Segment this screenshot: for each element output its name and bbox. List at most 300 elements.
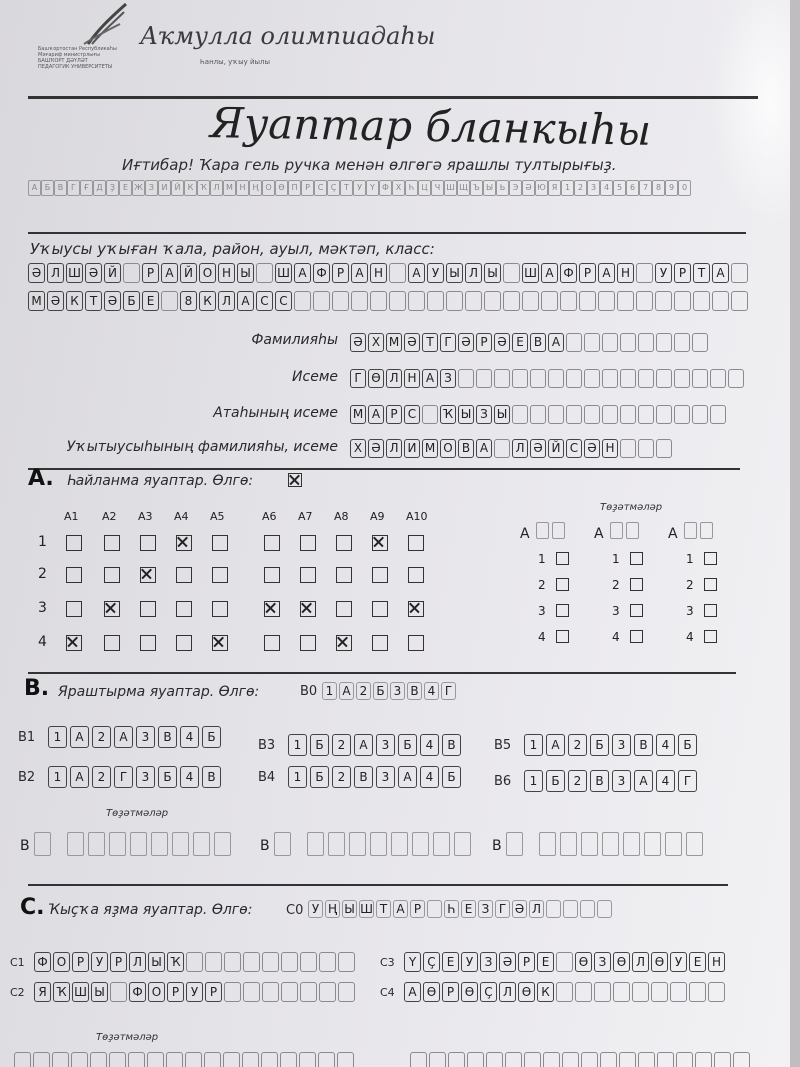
correction-cell[interactable] xyxy=(223,1052,240,1067)
letter-cell[interactable] xyxy=(566,333,582,352)
letter-cell[interactable] xyxy=(389,291,406,311)
letter-cell[interactable] xyxy=(566,405,582,424)
letter-cell[interactable]: 3 xyxy=(612,734,631,756)
letter-cell[interactable]: Ә xyxy=(47,291,64,311)
letter-cell[interactable] xyxy=(620,333,636,352)
letter-cell[interactable] xyxy=(370,291,387,311)
letter-cell[interactable] xyxy=(638,439,654,458)
correction-cell[interactable] xyxy=(581,832,598,856)
letter-cell[interactable] xyxy=(656,369,672,388)
letter-cell[interactable]: Ф xyxy=(560,263,577,283)
correction-cell[interactable] xyxy=(52,1052,69,1067)
letter-cell[interactable] xyxy=(546,900,561,918)
letter-cell[interactable] xyxy=(300,952,317,972)
correction-checkbox[interactable] xyxy=(704,552,717,565)
correction-cell[interactable] xyxy=(695,1052,712,1067)
letter-cell[interactable]: А xyxy=(368,405,384,424)
surname-field[interactable] xyxy=(350,333,710,352)
letter-cell[interactable]: Й xyxy=(548,439,564,458)
correction-cell[interactable] xyxy=(467,1052,484,1067)
letter-cell[interactable]: Ш xyxy=(522,263,539,283)
correction-cell[interactable] xyxy=(543,1052,560,1067)
letter-cell[interactable]: А xyxy=(404,982,421,1002)
letter-cell[interactable] xyxy=(602,405,618,424)
letter-cell[interactable]: Ш xyxy=(72,982,89,1002)
letter-cell[interactable] xyxy=(503,291,520,311)
letter-cell[interactable]: Л xyxy=(386,369,402,388)
letter-cell[interactable]: Һ xyxy=(444,900,459,918)
section-c-corrections-row[interactable] xyxy=(14,1052,356,1067)
letter-cell[interactable]: Р xyxy=(442,982,459,1002)
letter-cell[interactable]: В xyxy=(458,439,474,458)
correction-cell[interactable] xyxy=(214,832,231,856)
correction-cell[interactable] xyxy=(506,832,523,856)
correction-checkbox[interactable] xyxy=(556,578,569,591)
answer-checkbox[interactable] xyxy=(66,567,82,583)
letter-cell[interactable] xyxy=(656,405,672,424)
letter-cell[interactable] xyxy=(656,439,672,458)
b-answer-cells[interactable] xyxy=(48,726,224,748)
letter-cell[interactable] xyxy=(651,982,668,1002)
letter-cell[interactable]: Л xyxy=(465,263,482,283)
letter-cell[interactable]: 3 xyxy=(390,682,405,700)
letter-cell[interactable]: Б xyxy=(398,734,417,756)
correction-cell[interactable] xyxy=(429,1052,446,1067)
letter-cell[interactable] xyxy=(710,405,726,424)
correction-cell[interactable] xyxy=(676,1052,693,1067)
correction-cell[interactable] xyxy=(130,832,147,856)
letter-cell[interactable] xyxy=(161,291,178,311)
letter-cell[interactable]: С xyxy=(404,405,420,424)
letter-cell[interactable]: Т xyxy=(85,291,102,311)
letter-cell[interactable]: У xyxy=(186,982,203,1002)
answer-checkbox[interactable] xyxy=(408,535,424,551)
correction-cell[interactable] xyxy=(619,1052,636,1067)
letter-cell[interactable] xyxy=(580,900,595,918)
letter-cell[interactable]: Н xyxy=(602,439,618,458)
letter-cell[interactable] xyxy=(224,982,241,1002)
school-line-1[interactable] xyxy=(28,263,750,283)
letter-cell[interactable]: А xyxy=(548,333,564,352)
correction-cell[interactable] xyxy=(448,1052,465,1067)
letter-cell[interactable]: Ө xyxy=(518,982,535,1002)
letter-cell[interactable] xyxy=(692,405,708,424)
letter-cell[interactable] xyxy=(530,369,546,388)
letter-cell[interactable] xyxy=(620,439,636,458)
correction-cell[interactable] xyxy=(610,522,623,539)
letter-cell[interactable]: Н xyxy=(708,952,725,972)
answer-checkbox[interactable] xyxy=(336,535,352,551)
letter-cell[interactable]: Н xyxy=(404,369,420,388)
letter-cell[interactable] xyxy=(731,291,748,311)
correction-cell[interactable] xyxy=(623,832,640,856)
letter-cell[interactable] xyxy=(674,369,690,388)
letter-cell[interactable] xyxy=(503,263,520,283)
letter-cell[interactable] xyxy=(243,952,260,972)
letter-cell[interactable]: Ә xyxy=(28,263,45,283)
answer-checkbox[interactable] xyxy=(140,635,156,651)
correction-cell[interactable] xyxy=(299,1052,316,1067)
correction-cell[interactable] xyxy=(412,832,429,856)
letter-cell[interactable]: Р xyxy=(476,333,492,352)
letter-cell[interactable] xyxy=(512,405,528,424)
letter-cell[interactable] xyxy=(427,900,442,918)
letter-cell[interactable]: У xyxy=(308,900,323,918)
letter-cell[interactable]: 4 xyxy=(656,734,675,756)
letter-cell[interactable]: Ш xyxy=(275,263,292,283)
letter-cell[interactable]: 1 xyxy=(288,766,307,788)
letter-cell[interactable] xyxy=(338,952,355,972)
answer-checkbox[interactable] xyxy=(408,567,424,583)
letter-cell[interactable]: 2 xyxy=(332,766,351,788)
letter-cell[interactable]: Ф xyxy=(129,982,146,1002)
letter-cell[interactable]: Ү xyxy=(404,952,421,972)
answer-checkbox[interactable] xyxy=(372,601,388,617)
letter-cell[interactable]: Г xyxy=(678,770,697,792)
letter-cell[interactable] xyxy=(674,405,690,424)
letter-cell[interactable] xyxy=(446,291,463,311)
letter-cell[interactable]: Ә xyxy=(458,333,474,352)
correction-cell[interactable] xyxy=(274,832,291,856)
letter-cell[interactable] xyxy=(556,952,573,972)
correction-checkbox[interactable] xyxy=(704,604,717,617)
letter-cell[interactable]: Ҫ xyxy=(423,952,440,972)
letter-cell[interactable]: Г xyxy=(350,369,366,388)
letter-cell[interactable]: О xyxy=(199,263,216,283)
answer-checkbox[interactable] xyxy=(104,535,120,551)
letter-cell[interactable] xyxy=(186,952,203,972)
letter-cell[interactable] xyxy=(332,291,349,311)
letter-cell[interactable]: 4 xyxy=(656,770,675,792)
answer-checkbox[interactable] xyxy=(264,567,280,583)
letter-cell[interactable] xyxy=(692,369,708,388)
letter-cell[interactable] xyxy=(548,405,564,424)
letter-cell[interactable]: М xyxy=(386,333,402,352)
correction-cell[interactable] xyxy=(88,832,105,856)
correction-cell[interactable] xyxy=(261,1052,278,1067)
correction-cell[interactable] xyxy=(370,832,387,856)
letter-cell[interactable]: Р xyxy=(332,263,349,283)
correction-cell[interactable] xyxy=(147,1052,164,1067)
letter-cell[interactable] xyxy=(123,263,140,283)
firstname-field[interactable] xyxy=(350,369,746,388)
letter-cell[interactable]: Р xyxy=(205,982,222,1002)
letter-cell[interactable]: Т xyxy=(376,900,391,918)
letter-cell[interactable]: Ы xyxy=(494,405,510,424)
letter-cell[interactable]: Л xyxy=(129,952,146,972)
correction-cell[interactable] xyxy=(151,832,168,856)
correction-cell[interactable] xyxy=(67,832,84,856)
letter-cell[interactable]: Б xyxy=(310,766,329,788)
letter-cell[interactable] xyxy=(556,982,573,1002)
letter-cell[interactable]: З xyxy=(480,952,497,972)
letter-cell[interactable] xyxy=(728,369,744,388)
b-answer-cells[interactable] xyxy=(288,766,464,788)
b-answer-cells[interactable] xyxy=(288,734,464,756)
letter-cell[interactable]: Л xyxy=(47,263,64,283)
correction-checkbox[interactable] xyxy=(704,630,717,643)
correction-cell[interactable] xyxy=(486,1052,503,1067)
letter-cell[interactable]: Р xyxy=(167,982,184,1002)
letter-cell[interactable]: А xyxy=(161,263,178,283)
letter-cell[interactable]: 4 xyxy=(420,734,439,756)
letter-cell[interactable]: Р xyxy=(579,263,596,283)
answer-checkbox[interactable] xyxy=(372,567,388,583)
correction-cell[interactable] xyxy=(665,832,682,856)
answer-checkbox[interactable] xyxy=(140,601,156,617)
letter-cell[interactable]: С xyxy=(566,439,582,458)
letter-cell[interactable] xyxy=(494,369,510,388)
letter-cell[interactable]: Ә xyxy=(584,439,600,458)
letter-cell[interactable]: А xyxy=(408,263,425,283)
letter-cell[interactable]: Е xyxy=(537,952,554,972)
letter-cell[interactable]: Л xyxy=(632,952,649,972)
answer-checkbox-checked[interactable] xyxy=(372,535,388,551)
correction-cell[interactable] xyxy=(700,522,713,539)
letter-cell[interactable] xyxy=(620,369,636,388)
letter-cell[interactable] xyxy=(638,333,654,352)
letter-cell[interactable]: Ө xyxy=(651,952,668,972)
letter-cell[interactable] xyxy=(692,333,708,352)
answer-checkbox-checked[interactable] xyxy=(408,601,424,617)
letter-cell[interactable]: З xyxy=(478,900,493,918)
correction-cell[interactable] xyxy=(185,1052,202,1067)
correction-checkbox[interactable] xyxy=(630,552,643,565)
letter-cell[interactable] xyxy=(584,369,600,388)
letter-cell[interactable] xyxy=(731,263,748,283)
letter-cell[interactable]: 4 xyxy=(180,766,199,788)
answer-checkbox[interactable] xyxy=(300,535,316,551)
letter-cell[interactable]: Ф xyxy=(313,263,330,283)
answer-checkbox-checked[interactable] xyxy=(140,567,156,583)
letter-cell[interactable]: В xyxy=(158,726,177,748)
correction-cell[interactable] xyxy=(280,1052,297,1067)
letter-cell[interactable]: Я xyxy=(34,982,51,1002)
letter-cell[interactable]: Ә xyxy=(104,291,121,311)
letter-cell[interactable]: Л xyxy=(218,291,235,311)
letter-cell[interactable]: Ө xyxy=(575,952,592,972)
letter-cell[interactable] xyxy=(689,982,706,1002)
correction-cell[interactable] xyxy=(14,1052,31,1067)
letter-cell[interactable] xyxy=(602,333,618,352)
correction-cell[interactable] xyxy=(34,832,51,856)
letter-cell[interactable]: Б xyxy=(123,291,140,311)
c-answer-cells[interactable] xyxy=(34,952,357,972)
letter-cell[interactable] xyxy=(408,291,425,311)
correction-checkbox[interactable] xyxy=(630,578,643,591)
letter-cell[interactable]: 1 xyxy=(524,734,543,756)
letter-cell[interactable]: Ә xyxy=(368,439,384,458)
correction-cell[interactable] xyxy=(109,1052,126,1067)
letter-cell[interactable]: Т xyxy=(422,333,438,352)
letter-cell[interactable] xyxy=(613,982,630,1002)
answer-checkbox[interactable] xyxy=(264,635,280,651)
letter-cell[interactable] xyxy=(575,982,592,1002)
answer-checkbox[interactable] xyxy=(336,601,352,617)
letter-cell[interactable]: А xyxy=(398,766,417,788)
letter-cell[interactable]: 2 xyxy=(356,682,371,700)
letter-cell[interactable] xyxy=(262,952,279,972)
letter-cell[interactable]: М xyxy=(350,405,366,424)
letter-cell[interactable]: У xyxy=(91,952,108,972)
letter-cell[interactable] xyxy=(243,982,260,1002)
correction-cell[interactable] xyxy=(562,1052,579,1067)
answer-checkbox[interactable] xyxy=(372,635,388,651)
letter-cell[interactable]: 3 xyxy=(136,766,155,788)
letter-cell[interactable]: Е xyxy=(512,333,528,352)
correction-cell[interactable] xyxy=(686,832,703,856)
letter-cell[interactable] xyxy=(530,405,546,424)
letter-cell[interactable] xyxy=(560,291,577,311)
letter-cell[interactable]: Ы xyxy=(148,952,165,972)
correction-cell[interactable] xyxy=(536,522,549,539)
letter-cell[interactable]: С xyxy=(256,291,273,311)
letter-cell[interactable]: Б xyxy=(546,770,565,792)
letter-cell[interactable]: У xyxy=(670,952,687,972)
letter-cell[interactable]: К xyxy=(537,982,554,1002)
letter-cell[interactable]: З xyxy=(440,369,456,388)
letter-cell[interactable] xyxy=(351,291,368,311)
letter-cell[interactable]: Ң xyxy=(325,900,340,918)
letter-cell[interactable] xyxy=(638,369,654,388)
letter-cell[interactable]: Ы xyxy=(237,263,254,283)
b-answer-cells[interactable] xyxy=(48,766,224,788)
letter-cell[interactable]: А xyxy=(393,900,408,918)
b-answer-cells[interactable] xyxy=(524,770,700,792)
letter-cell[interactable]: Е xyxy=(142,291,159,311)
letter-cell[interactable]: Ә xyxy=(512,900,527,918)
letter-cell[interactable]: Ш xyxy=(360,902,373,916)
letter-cell[interactable]: Х xyxy=(350,439,366,458)
correction-cell[interactable] xyxy=(684,522,697,539)
letter-cell[interactable]: О xyxy=(440,439,456,458)
letter-cell[interactable] xyxy=(636,291,653,311)
answer-checkbox-checked[interactable] xyxy=(336,635,352,651)
letter-cell[interactable]: Р xyxy=(674,263,691,283)
letter-cell[interactable] xyxy=(632,982,649,1002)
letter-cell[interactable]: К xyxy=(66,291,83,311)
letter-cell[interactable]: Ы xyxy=(458,405,474,424)
letter-cell[interactable]: А xyxy=(541,263,558,283)
correction-cell[interactable] xyxy=(318,1052,335,1067)
letter-cell[interactable]: Н xyxy=(370,263,387,283)
letter-cell[interactable]: Б xyxy=(373,682,388,700)
letter-cell[interactable]: Б xyxy=(590,734,609,756)
letter-cell[interactable] xyxy=(566,369,582,388)
b-answer-cells[interactable] xyxy=(524,734,700,756)
letter-cell[interactable] xyxy=(670,982,687,1002)
letter-cell[interactable]: В xyxy=(530,333,546,352)
letter-cell[interactable]: А xyxy=(712,263,729,283)
letter-cell[interactable]: Н xyxy=(218,263,235,283)
letter-cell[interactable]: А xyxy=(598,263,615,283)
letter-cell[interactable] xyxy=(476,369,492,388)
letter-cell[interactable]: А xyxy=(339,682,354,700)
letter-cell[interactable] xyxy=(655,291,672,311)
correction-cell[interactable] xyxy=(193,832,210,856)
letter-cell[interactable] xyxy=(597,900,612,918)
letter-cell[interactable]: Ә xyxy=(404,333,420,352)
letter-cell[interactable]: Ы xyxy=(484,263,501,283)
letter-cell[interactable]: 3 xyxy=(612,770,631,792)
letter-cell[interactable] xyxy=(281,982,298,1002)
c-answer-cells[interactable] xyxy=(34,982,357,1002)
answer-checkbox[interactable] xyxy=(176,567,192,583)
answer-checkbox[interactable] xyxy=(212,535,228,551)
correction-cell[interactable] xyxy=(733,1052,750,1067)
answer-checkbox-checked[interactable] xyxy=(66,635,82,651)
correction-cell[interactable] xyxy=(626,522,639,539)
correction-cell[interactable] xyxy=(90,1052,107,1067)
letter-cell[interactable]: Ы xyxy=(446,263,463,283)
letter-cell[interactable] xyxy=(319,952,336,972)
letter-cell[interactable]: 2 xyxy=(568,770,587,792)
answer-checkbox[interactable] xyxy=(408,635,424,651)
letter-cell[interactable]: Ы xyxy=(342,900,357,918)
correction-cell[interactable] xyxy=(602,832,619,856)
letter-cell[interactable] xyxy=(598,291,615,311)
letter-cell[interactable] xyxy=(710,369,726,388)
correction-cell[interactable] xyxy=(204,1052,221,1067)
letter-cell[interactable] xyxy=(594,982,611,1002)
letter-cell[interactable]: Л xyxy=(529,900,544,918)
answer-checkbox[interactable] xyxy=(176,601,192,617)
letter-cell[interactable]: Б xyxy=(310,734,329,756)
answer-checkbox[interactable] xyxy=(300,567,316,583)
letter-cell[interactable]: М xyxy=(422,439,438,458)
letter-cell[interactable]: А xyxy=(70,726,89,748)
letter-cell[interactable]: Й xyxy=(180,263,197,283)
letter-cell[interactable]: Й xyxy=(104,263,121,283)
correction-cell[interactable] xyxy=(644,832,661,856)
letter-cell[interactable]: Е xyxy=(461,900,476,918)
correction-checkbox[interactable] xyxy=(704,578,717,591)
letter-cell[interactable]: 3 xyxy=(376,734,395,756)
correction-cell[interactable] xyxy=(600,1052,617,1067)
c-answer-cells[interactable] xyxy=(404,952,727,972)
section-c-corrections-row[interactable] xyxy=(410,1052,752,1067)
correction-cell[interactable] xyxy=(454,832,471,856)
letter-cell[interactable]: Ө xyxy=(461,982,478,1002)
letter-cell[interactable]: Ө xyxy=(368,369,384,388)
letter-cell[interactable] xyxy=(422,405,438,424)
correction-cell[interactable] xyxy=(172,832,189,856)
letter-cell[interactable] xyxy=(338,982,355,1002)
letter-cell[interactable] xyxy=(548,369,564,388)
letter-cell[interactable]: В xyxy=(442,734,461,756)
letter-cell[interactable] xyxy=(584,333,600,352)
correction-checkbox[interactable] xyxy=(630,630,643,643)
letter-cell[interactable]: Г xyxy=(441,682,456,700)
letter-cell[interactable]: 2 xyxy=(332,734,351,756)
correction-cell[interactable] xyxy=(714,1052,731,1067)
letter-cell[interactable] xyxy=(674,333,690,352)
answer-checkbox[interactable] xyxy=(66,601,82,617)
letter-cell[interactable] xyxy=(110,982,127,1002)
letter-cell[interactable] xyxy=(256,263,273,283)
letter-cell[interactable]: С xyxy=(275,291,292,311)
letter-cell[interactable]: 1 xyxy=(524,770,543,792)
letter-cell[interactable]: 1 xyxy=(48,726,67,748)
answer-checkbox[interactable] xyxy=(212,567,228,583)
c-answer-cells[interactable] xyxy=(404,982,727,1002)
letter-cell[interactable] xyxy=(319,982,336,1002)
answer-checkbox[interactable] xyxy=(140,535,156,551)
letter-cell[interactable] xyxy=(656,333,672,352)
letter-cell[interactable] xyxy=(602,369,618,388)
answer-checkbox[interactable] xyxy=(300,635,316,651)
answer-checkbox[interactable] xyxy=(336,567,352,583)
